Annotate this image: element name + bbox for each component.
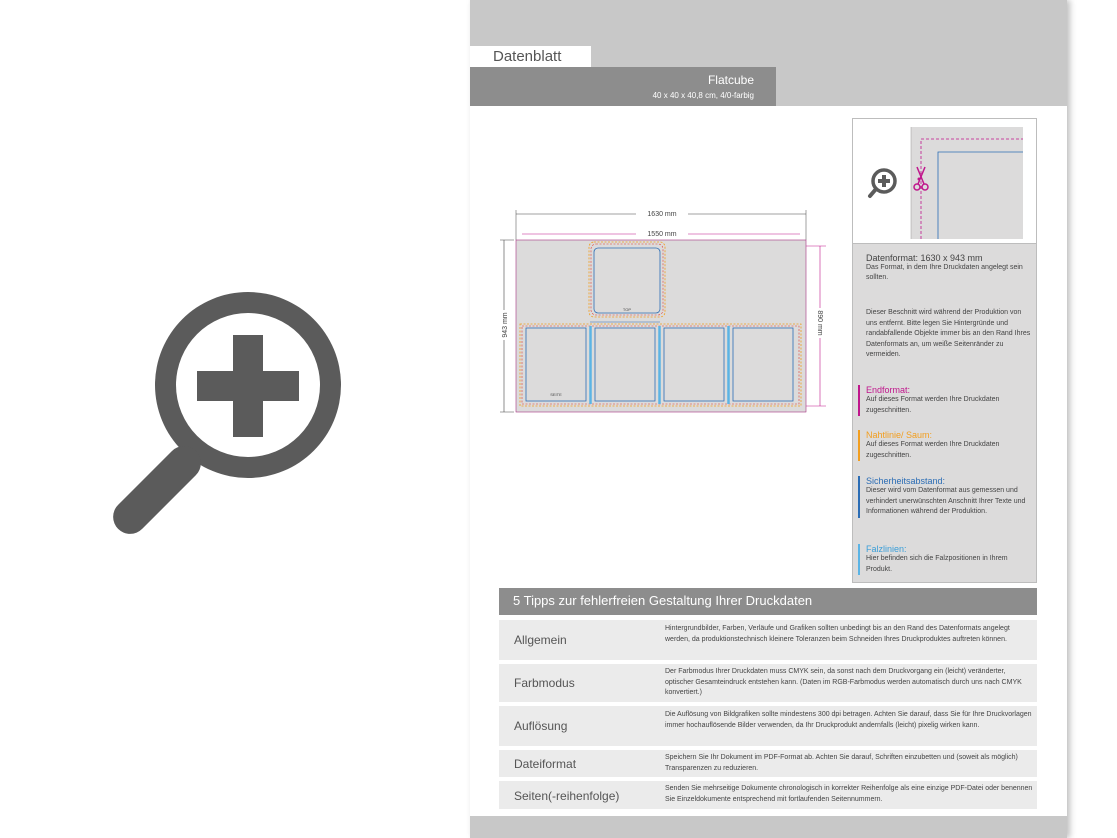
side-panel-1 [526,328,586,401]
width-total-label: 1630 mm [647,211,677,218]
legend-endformat-text: Auf dieses Format werden Ihre Druckdaten zugeschnitten. [866,396,1000,414]
side-panel-4 [733,328,793,401]
legend-falz-title: Falzlinien: [866,544,907,554]
legend-sicherheit-title: Sicherheitsabstand: [866,476,946,486]
tip-text: Speichern Sie Ihr Dokument im PDF-Format ab. Achten Sie darauf, Schriften einzubetten und (soweit als möglich) Transparenzen zu reduzieren. [665,754,1018,772]
tips-heading: 5 Tipps zur fehlerfreien Gestaltung Ihrer Druckdaten [499,588,1037,615]
tip-label: Allgemein [514,633,567,647]
datenformat-title: Datenformat: 1630 x 943 mm [866,253,983,263]
technical-drawing [494,200,844,420]
legend-endformat-title: Endformat: [866,385,911,395]
tip-row-seiten [499,781,1037,811]
top-label: TOP [622,307,632,312]
tip-label: Dateiformat [514,757,577,771]
width-inner-label: 1550 mm [647,231,677,238]
legend-naht [858,430,1033,461]
legend-naht-text: Auf dieses Format werden Ihre Druckdaten zugeschnitten. [866,441,1000,459]
height-inner-label: 890 mm [816,310,823,336]
legend-falz [858,544,1033,575]
side-label: SEITE [550,392,562,397]
tip-row-allgemein [499,620,1037,662]
height-total-label: 943 mm [502,312,509,338]
tip-text: Senden Sie mehrseitige Dokumente chronologisch in korrekter Reihenfolge als eine einzige PDF-Datei oder benennen Sie Einzeldokumente entsprechend mit fortlaufenden Seitennummern. [665,785,1033,803]
product-spec: 40 x 40 x 40,8 cm, 4/0-farbig [652,91,754,100]
datasheet-page [470,0,1067,838]
info-panel [852,118,1037,583]
legend-naht-title: Nahtlinie/ Saum: [866,430,933,440]
title-box [470,46,591,67]
product-name: Flatcube [707,73,754,87]
tip-row-dateiformat [499,750,1037,779]
side-panel-2 [595,328,655,401]
datenformat-block [866,253,1031,283]
tip-label: Auflösung [514,719,568,733]
tip-row-farbmodus [499,664,1037,704]
legend-sicherheit [858,476,1033,518]
tip-row-aufloesung [499,706,1037,748]
legend-sicherheit-text: Dieser wird vom Datenformat aus gemessen und verhindert unerwünschten Anschnitt Ihrer Texte und Informationen während der Produktion. [866,487,1026,515]
tip-text: Hintergrundbilder, Farben, Verläufe und Grafiken sollten unbedingt bis an den Rand des Datenformats angelegt werden, da produktionstechnisch kleinere Toleranzen beim Schneiden Ihres Druckproduktes auftreten können. [665,625,1010,643]
legend-endformat [858,385,1033,416]
page-title: Datenblatt [493,48,562,65]
side-panel-3 [664,328,724,401]
page-footer-band [470,816,1067,838]
beschnitt-text: Dieser Beschnitt wird während der Produktion von uns entfernt. Bitte legen Sie Hintergründe und randabfallende Objekte immer bis an den Rand Ihres Datenformats an, um weiße Seitenränder zu vermeiden. [866,309,1031,358]
tip-text: Der Farbmodus Ihrer Druckdaten muss CMYK sein, da sonst nach dem Druckvorgang ein (leicht) veränderter, optischer Gesamteindruck entstehen kann. (Daten im RGB-Farbmodus werden automatisch durch uns nach CMYK konvertiert.) [665,668,1022,696]
detail-thumbnail [853,119,1036,244]
product-bar [470,67,776,106]
tip-label: Seiten(-reihenfolge) [514,789,620,803]
tip-text: Die Auflösung von Bildgrafiken sollte mindestens 300 dpi betragen. Achten Sie darauf, dass Sie für Ihre Druckvorlagen immer hochauflösende Bilder verwenden, da Ihr Druckprodukt andernfalls (leicht) pixelig wirken kann. [665,711,1032,729]
zoom-in-icon[interactable] [100,285,360,550]
legend-falz-text: Hier befinden sich die Falzpositionen in Ihrem Produkt. [866,555,1008,573]
datenformat-text: Das Format, in dem Ihre Druckdaten angelegt sein sollten. [866,264,1023,281]
detail-thumbnail-graphic [853,119,1036,244]
top-panel [594,248,660,313]
tip-label: Farbmodus [514,676,575,690]
